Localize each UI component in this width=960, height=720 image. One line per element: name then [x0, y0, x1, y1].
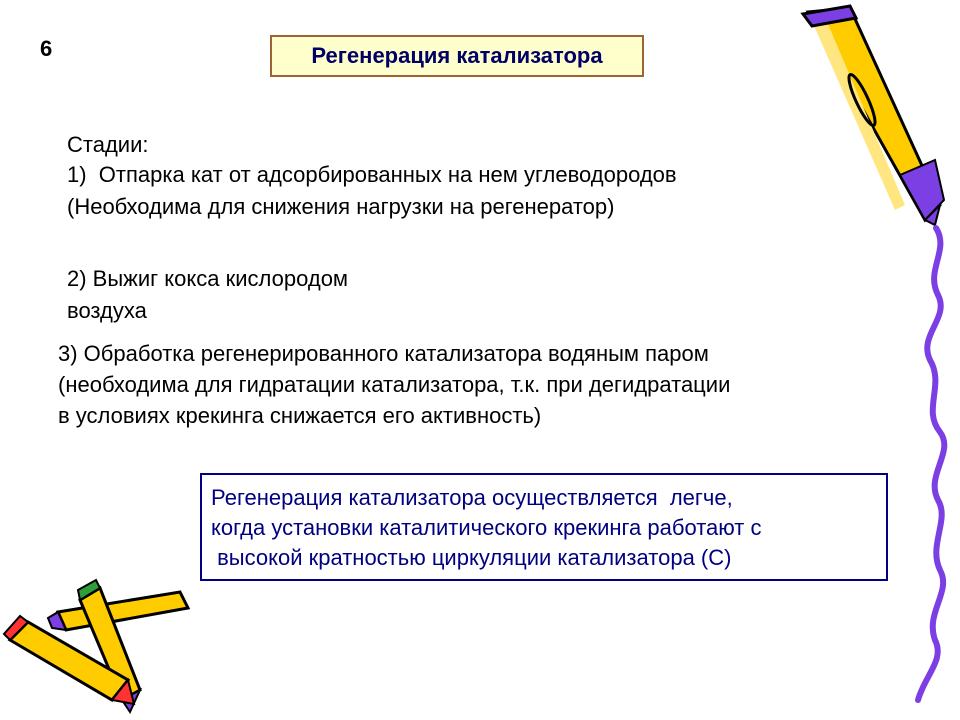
- stage2-line1: 2) Выжиг кокса кислородом: [67, 266, 349, 291]
- stages-heading: Стадии:: [67, 132, 149, 157]
- pencil-icon: [803, 6, 944, 225]
- stage1-line2: (Необходима для снижения нагрузки на регенератор): [67, 194, 615, 219]
- stage1-line1: 1) Отпарка кат от адсорбированных на нем углеводородов: [67, 162, 677, 187]
- squiggle-line: [918, 228, 944, 700]
- pencils-cluster-icon: [4, 580, 188, 712]
- stage2-line2: воздуха: [67, 298, 147, 323]
- slide-title-text: Регенерация катализатора: [311, 43, 603, 68]
- note-line1: Регенерация катализатора осуществляется легче,: [211, 485, 733, 510]
- slide-number: 6: [40, 36, 53, 61]
- note-line3: высокой кратностью циркуляции катализатора (С): [211, 545, 732, 570]
- stage3-line1: 3) Обработка регенерированного катализатора водяным паром: [58, 341, 709, 366]
- stage3-line2: (необходима для гидратации катализатора, т.к. при дегидратации: [58, 372, 731, 397]
- stage3-line3: в условиях крекинга снижается его активность): [58, 403, 542, 428]
- note-line2: когда установки каталитического крекинга работают с: [211, 515, 762, 540]
